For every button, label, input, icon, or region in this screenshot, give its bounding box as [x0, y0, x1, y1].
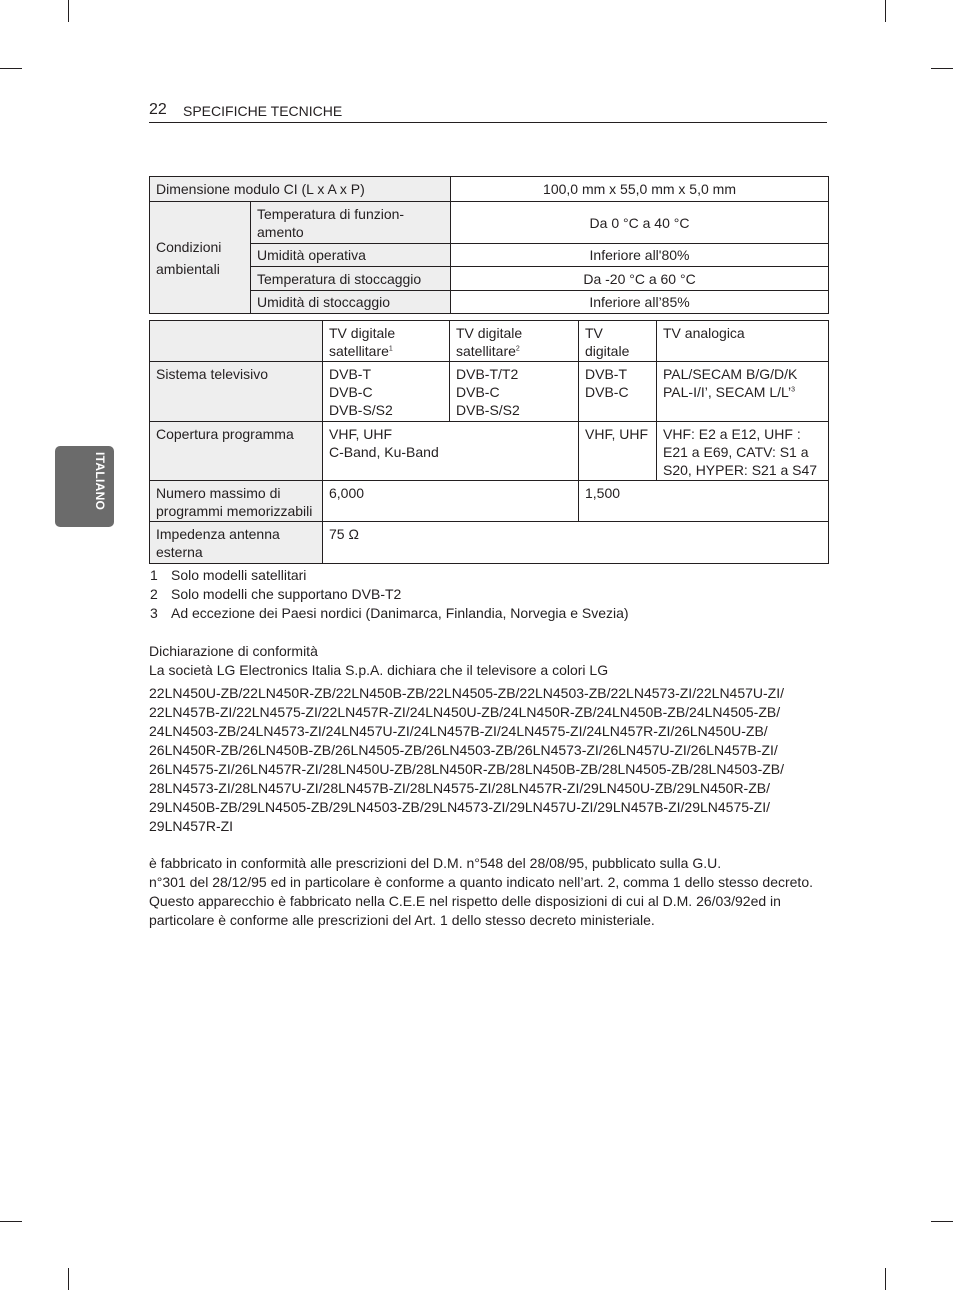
tv-system-table	[149, 320, 829, 564]
declaration-of-conformity	[149, 642, 849, 930]
footnotes	[149, 566, 839, 623]
crop-mark	[68, 0, 69, 22]
header-digital: TV digitale	[579, 321, 657, 362]
crop-mark	[0, 68, 22, 69]
environment-label: Condizioni ambientali	[150, 202, 251, 314]
language-tab-label: ITALIANO	[93, 452, 107, 511]
model-list: 22LN450U-ZB/22LN450R-ZB/22LN450B-ZB/22LN4505-ZB/22LN4503-ZB/22LN4573-ZI/22LN457U-ZI/ 22LN457B-ZI/22LN4575-ZI/22LN457R-ZI/24LN450U-ZB/24LN450R-ZB/24LN450B-ZB/24LN4505-ZB/ 24LN4503-ZB/24LN4573-ZI/24LN457U-ZI/24LN457B-ZI/24LN4575-ZI/24LN457R-ZI/26LN450U-ZB/ 26LN450R-ZB/26LN450B-ZB/26LN4505-ZB/26LN4503-ZB/26LN4573-ZI/26LN457U-ZI/26LN457B-ZI/ 26LN4575-ZI/26LN457R-ZI/28LN450U-ZB/28LN450R-ZB/28LN450B-ZB/28LN4505-ZB/28LN4503-ZB/ 28LN4573-ZI/28LN457U-ZI/28LN457B-ZI/28LN4575-ZI/28LN457R-ZI/29LN450U-ZB/29LN450R-ZB/ 29LN450B-ZB/29LN4505-ZB/29LN4503-ZB/29LN4573-ZI/29LN457U-ZI/29LN457B-ZI/29LN4575-ZI/ 29LN457R-ZI	[149, 685, 785, 834]
coverage-sat: VHF, UHF C-Band, Ku-Band	[323, 422, 579, 481]
tv-system-analog: PAL/SECAM B/G/D/K PAL-I/I’, SECAM L/L’$^3$	[657, 362, 829, 422]
crop-mark	[931, 68, 953, 69]
storage-humidity-value: Inferiore all’85%	[451, 291, 829, 314]
footnote: 2 Solo modelli che supportano DVB-T2	[150, 586, 402, 602]
max-programs-other: 1,500	[579, 481, 829, 522]
table-row	[150, 244, 829, 267]
crop-mark	[885, 1268, 886, 1290]
coverage-label: Copertura programma	[150, 422, 323, 481]
header-empty-cell	[150, 321, 323, 362]
declaration-body: è fabbricato in conformità alle prescrizioni del D.M. n°548 del 28/08/95, pubblicato sulla G.U. n°301 del 28/12/95 ed in particolare è conforme a quanto indicato nell’art. 2, comma 1 dello stesso decreto. Questo apparecchio è fabbricato nella C.E.E nel rispetto delle disposizioni di cui al D.M. 26/03/92ed in particolare è conforme alle prescrizioni del Art. 1 dello stesso decreto ministeriale.	[149, 855, 814, 928]
crop-mark	[885, 0, 886, 22]
table-row	[150, 202, 829, 244]
operating-temp-label: Temperatura di funzion- amento	[251, 202, 451, 244]
table-row	[150, 362, 829, 422]
section-title: SPECIFICHE TECNICHE	[183, 103, 343, 119]
declaration-title: Dichiarazione di conformità	[149, 643, 318, 659]
impedance-value: 75 Ω	[323, 522, 829, 564]
page-header	[149, 101, 827, 123]
coverage-analog: VHF: E2 a E12, UHF : E21 a E69, CATV: S1 a S20, HYPER: S21 a S47	[657, 422, 829, 481]
table-row	[150, 291, 829, 314]
storage-humidity-label: Umidità di stoccaggio	[251, 291, 451, 314]
operating-humidity-value: Inferiore all'80%	[451, 244, 829, 267]
table-header-row	[150, 321, 829, 362]
module-size-label: Dimensione modulo CI (L x A x P)	[150, 177, 451, 202]
tv-system-sat2: DVB-T/T2 DVB-C DVB-S/S2	[450, 362, 579, 422]
max-programs-sat: 6,000	[323, 481, 579, 522]
tv-system-label: Sistema televisivo	[150, 362, 323, 422]
coverage-digital: VHF, UHF	[579, 422, 657, 481]
table-row	[150, 481, 829, 522]
storage-temp-label: Temperatura di stoccaggio	[251, 267, 451, 291]
storage-temp-value: Da -20 °C a 60 °C	[451, 267, 829, 291]
crop-mark	[0, 1221, 22, 1222]
header-sat-2: TV digitale satellitare$^2$	[450, 321, 579, 362]
crop-mark	[68, 1268, 69, 1290]
module-size-value: 100,0 mm x 55,0 mm x 5,0 mm	[451, 177, 829, 202]
impedance-label: Impedenza antenna esterna	[150, 522, 323, 564]
footnote: 1 Solo modelli satellitari	[150, 567, 307, 583]
operating-humidity-label: Umidità operativa	[251, 244, 451, 267]
table-row	[150, 522, 829, 564]
tv-system-sat1: DVB-T DVB-C DVB-S/S2	[323, 362, 450, 422]
table-row	[150, 422, 829, 481]
header-analog: TV analogica	[657, 321, 829, 362]
table-row	[150, 267, 829, 291]
language-tab	[55, 446, 114, 527]
crop-mark	[931, 1221, 953, 1222]
header-sat-1: TV digitale satellitare$^1$	[323, 321, 450, 362]
max-programs-label: Numero massimo di programmi memorizzabili	[150, 481, 323, 522]
operating-temp-value: Da 0 °C a 40 °C	[451, 202, 829, 244]
footnote: 3 Ad eccezione dei Paesi nordici (Danimarca, Finlandia, Norvegia e Svezia)	[150, 605, 629, 621]
declaration-intro: La società LG Electronics Italia S.p.A. dichiara che il televisore a colori LG	[149, 662, 609, 678]
page-number: 22	[149, 101, 167, 118]
tv-system-digital: DVB-T DVB-C	[579, 362, 657, 422]
table-row	[150, 177, 829, 202]
ci-module-environment-table	[149, 176, 829, 314]
